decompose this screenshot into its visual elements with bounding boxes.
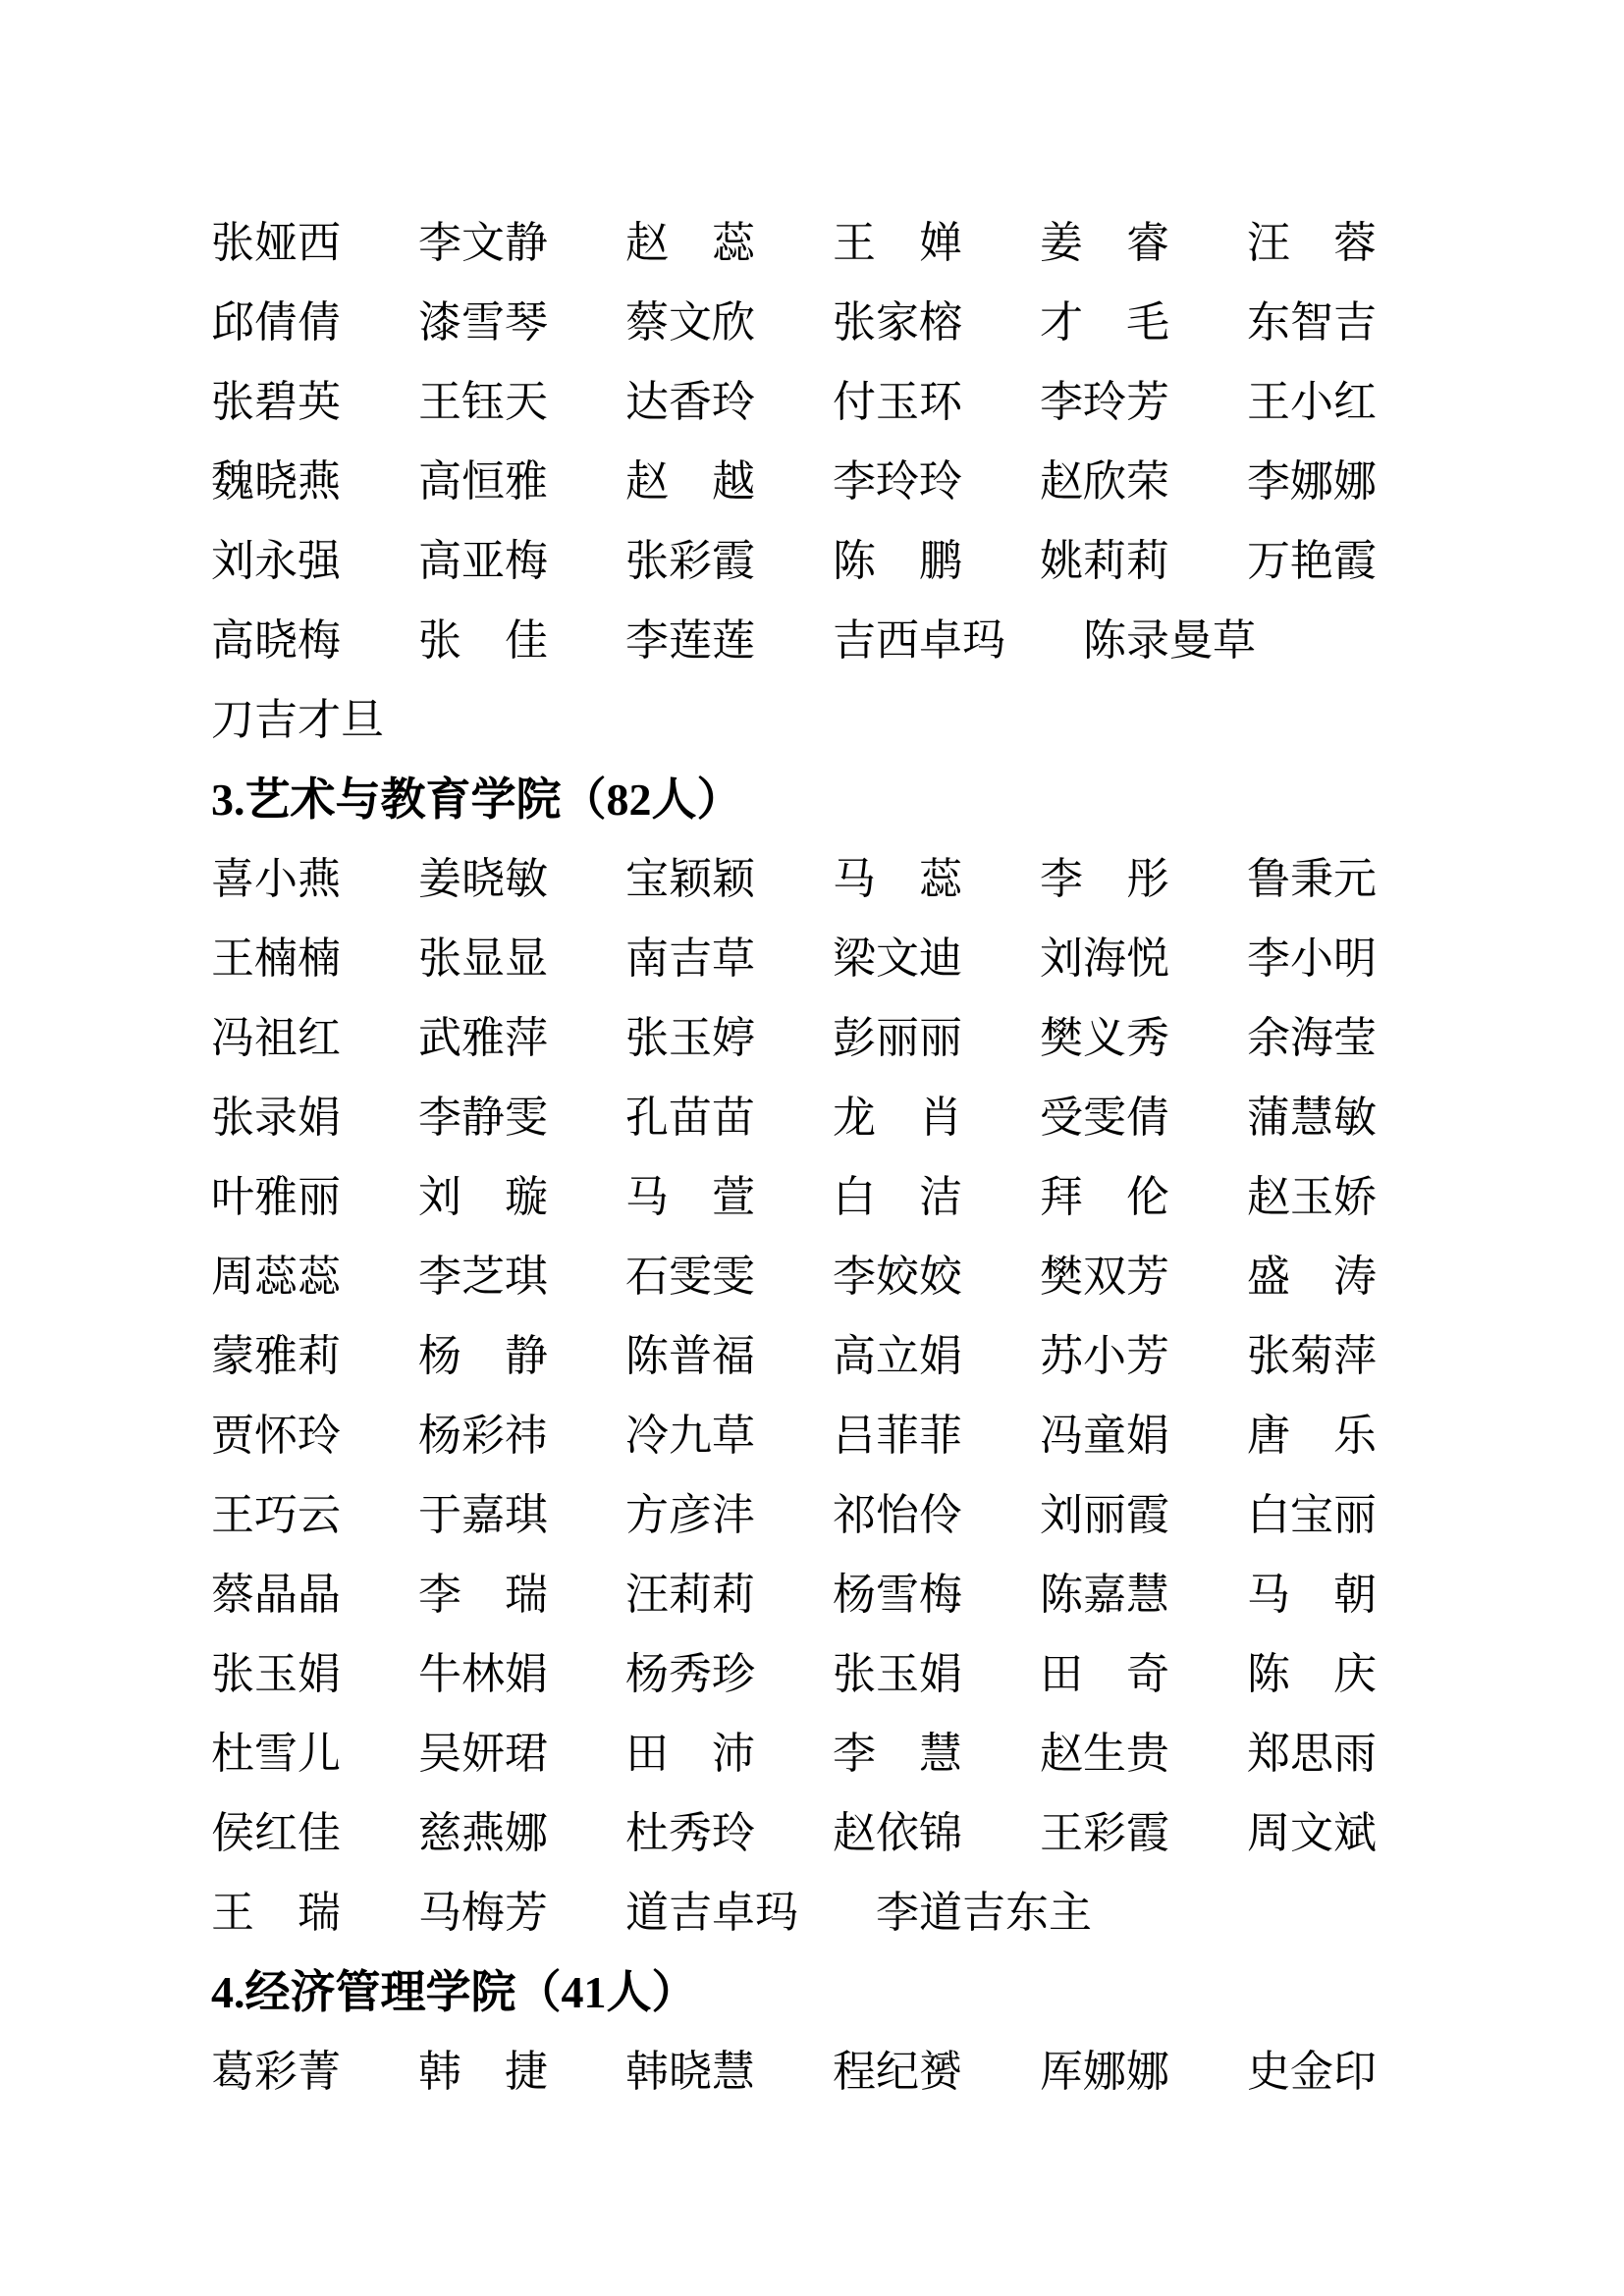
person-name: 陈录曼草 (1083, 616, 1256, 665)
name-row (211, 1793, 1428, 1873)
person-name: 樊义秀 (1040, 1014, 1169, 1062)
person-name: 王小红 (1247, 378, 1377, 426)
person-name: 李娜娜 (1247, 457, 1377, 506)
person-name: 吉西卓玛 (833, 616, 1005, 665)
person-name: 蒲慧敏 (1247, 1094, 1377, 1142)
person-name: 白宝丽 (1247, 1491, 1377, 1539)
person-name: 刘海悦 (1040, 934, 1169, 983)
person-name: 李道吉东主 (876, 1889, 1092, 1937)
name-row (211, 919, 1428, 998)
person-name: 邱倩倩 (211, 298, 341, 347)
person-name: 受雯倩 (1040, 1094, 1169, 1142)
person-name: 陈嘉慧 (1040, 1571, 1169, 1619)
person-name: 程纪赟 (833, 2048, 962, 2096)
name-row (211, 1873, 1428, 1952)
person-name: 王巧云 (211, 1491, 341, 1539)
person-name: 冯童娟 (1040, 1412, 1169, 1460)
person-name: 才 毛 (1040, 298, 1169, 347)
person-name: 赵生贵 (1040, 1730, 1169, 1778)
person-name: 漆雪琴 (418, 298, 548, 347)
person-name: 杜雪儿 (211, 1730, 341, 1778)
person-name: 张菊萍 (1247, 1332, 1377, 1380)
person-name: 叶雅丽 (211, 1173, 341, 1221)
person-name: 马 朝 (1247, 1571, 1377, 1619)
person-name: 龙 肖 (833, 1094, 962, 1142)
person-name: 高亚梅 (418, 537, 548, 585)
person-name: 马 萱 (625, 1173, 755, 1221)
person-name: 吕菲菲 (833, 1412, 962, 1460)
person-name: 梁文迪 (833, 934, 962, 983)
person-name: 杨彩祎 (418, 1412, 548, 1460)
person-name: 张家榕 (833, 298, 962, 347)
person-name: 田 奇 (1040, 1650, 1169, 1698)
person-name: 王 婵 (833, 219, 962, 267)
person-name: 贾怀玲 (211, 1412, 341, 1460)
person-name: 姜 睿 (1040, 219, 1169, 267)
person-name: 李 慧 (833, 1730, 962, 1778)
person-name: 冯祖红 (211, 1014, 341, 1062)
person-name: 赵欣荣 (1040, 457, 1169, 506)
person-name: 刘永强 (211, 537, 341, 585)
name-row (211, 283, 1428, 362)
person-name: 达香玲 (625, 378, 755, 426)
name-row (211, 1316, 1428, 1396)
person-name: 杨秀珍 (625, 1650, 755, 1698)
person-name: 李莲莲 (625, 616, 755, 665)
name-row (211, 203, 1428, 283)
section-art-education-college (211, 760, 1428, 1952)
person-name: 姜晓敏 (418, 855, 548, 903)
name-row (211, 1157, 1428, 1237)
person-name: 张显显 (418, 934, 548, 983)
person-name: 杨 静 (418, 1332, 548, 1380)
person-name: 杨雪梅 (833, 1571, 962, 1619)
person-name: 侯红佳 (211, 1809, 341, 1857)
section-heading: 3.艺术与教育学院（82人） (211, 774, 742, 825)
person-name: 石雯雯 (625, 1253, 755, 1301)
name-row (211, 1714, 1428, 1793)
person-name: 道吉卓玛 (625, 1889, 798, 1937)
person-name: 王钰天 (418, 378, 548, 426)
person-name: 高立娟 (833, 1332, 962, 1380)
person-name: 张玉娟 (833, 1650, 962, 1698)
person-name: 史金印 (1247, 2048, 1377, 2096)
person-name: 吴妍珺 (418, 1730, 548, 1778)
person-name: 余海莹 (1247, 1014, 1377, 1062)
person-name: 牛林娟 (418, 1650, 548, 1698)
person-name: 马梅芳 (418, 1889, 548, 1937)
person-name: 陈普福 (625, 1332, 755, 1380)
name-row (211, 1078, 1428, 1157)
person-name: 王彩霞 (1040, 1809, 1169, 1857)
person-name: 樊双芳 (1040, 1253, 1169, 1301)
section-name-list (211, 2032, 1428, 2111)
person-name: 赵依锦 (833, 1809, 962, 1857)
person-name: 武雅萍 (418, 1014, 548, 1062)
person-name: 彭丽丽 (833, 1014, 962, 1062)
person-name: 祁怡伶 (833, 1491, 962, 1539)
person-name: 厍娜娜 (1040, 2048, 1169, 2096)
person-name: 张彩霞 (625, 537, 755, 585)
section-roster-continued (211, 203, 1428, 760)
person-name: 李芝琪 (418, 1253, 548, 1301)
person-name: 李小明 (1247, 934, 1377, 983)
person-name: 韩晓慧 (625, 2048, 755, 2096)
name-row (211, 2032, 1428, 2111)
name-row (211, 839, 1428, 919)
person-name: 李 瑞 (418, 1571, 548, 1619)
person-name: 付玉环 (833, 378, 962, 426)
name-row (211, 1237, 1428, 1316)
person-name: 周蕊蕊 (211, 1253, 341, 1301)
person-name: 李玲玲 (833, 457, 962, 506)
name-row (211, 1396, 1428, 1475)
person-name: 冷九草 (625, 1412, 755, 1460)
person-name: 蔡文欣 (625, 298, 755, 347)
person-name: 拜 伦 (1040, 1173, 1169, 1221)
person-name: 李静雯 (418, 1094, 548, 1142)
person-name: 慈燕娜 (418, 1809, 548, 1857)
person-name: 陈 鹏 (833, 537, 962, 585)
name-row (211, 521, 1428, 601)
person-name: 王 瑞 (211, 1889, 341, 1937)
person-name: 葛彩菁 (211, 2048, 341, 2096)
person-name: 李姣姣 (833, 1253, 962, 1301)
person-name: 李文静 (418, 219, 548, 267)
person-name: 魏晓燕 (211, 457, 341, 506)
person-name: 张玉婷 (625, 1014, 755, 1062)
name-row (211, 680, 1428, 760)
name-row (211, 442, 1428, 521)
name-row (211, 601, 1428, 680)
person-name: 李玲芳 (1040, 378, 1169, 426)
person-name: 张录娟 (211, 1094, 341, 1142)
person-name: 于嘉琪 (418, 1491, 548, 1539)
person-name: 孔苗苗 (625, 1094, 755, 1142)
person-name: 马 蕊 (833, 855, 962, 903)
person-name: 南吉草 (625, 934, 755, 983)
section-heading: 4.经济管理学院（41人） (211, 1967, 697, 2017)
name-row (211, 1634, 1428, 1714)
person-name: 郑思雨 (1247, 1730, 1377, 1778)
person-name: 李 彤 (1040, 855, 1169, 903)
person-name: 张碧英 (211, 378, 341, 426)
name-row (211, 1475, 1428, 1555)
person-name: 赵玉娇 (1247, 1173, 1377, 1221)
person-name: 方彦沣 (625, 1491, 755, 1539)
person-name: 韩 捷 (418, 2048, 548, 2096)
section-economics-management-college (211, 1952, 1428, 2111)
person-name: 田 沛 (625, 1730, 755, 1778)
person-name: 盛 涛 (1247, 1253, 1377, 1301)
person-name: 张 佳 (418, 616, 548, 665)
person-name: 杜秀玲 (625, 1809, 755, 1857)
person-name: 蔡晶晶 (211, 1571, 341, 1619)
person-name: 陈 庆 (1247, 1650, 1377, 1698)
person-name: 周文斌 (1247, 1809, 1377, 1857)
person-name: 蒙雅莉 (211, 1332, 341, 1380)
person-name: 刀吉才旦 (211, 696, 384, 744)
name-row (211, 362, 1428, 442)
person-name: 苏小芳 (1040, 1332, 1169, 1380)
section-name-list (211, 839, 1428, 1952)
person-name: 鲁秉元 (1247, 855, 1377, 903)
person-name: 汪莉莉 (625, 1571, 755, 1619)
person-name: 王楠楠 (211, 934, 341, 983)
person-name: 张玉娟 (211, 1650, 341, 1698)
name-row (211, 1555, 1428, 1634)
person-name: 万艳霞 (1247, 537, 1377, 585)
person-name: 白 洁 (833, 1173, 962, 1221)
person-name: 高晓梅 (211, 616, 341, 665)
person-name: 汪 蓉 (1247, 219, 1377, 267)
person-name: 唐 乐 (1247, 1412, 1377, 1460)
name-row (211, 998, 1428, 1078)
person-name: 刘 璇 (418, 1173, 548, 1221)
person-name: 喜小燕 (211, 855, 341, 903)
person-name: 姚莉莉 (1040, 537, 1169, 585)
person-name: 高恒雅 (418, 457, 548, 506)
person-name: 赵 蕊 (625, 219, 755, 267)
person-name: 赵 越 (625, 457, 755, 506)
person-name: 宝颖颖 (625, 855, 755, 903)
person-name: 刘丽霞 (1040, 1491, 1169, 1539)
person-name: 张娅西 (211, 219, 341, 267)
person-name: 东智吉 (1247, 298, 1377, 347)
